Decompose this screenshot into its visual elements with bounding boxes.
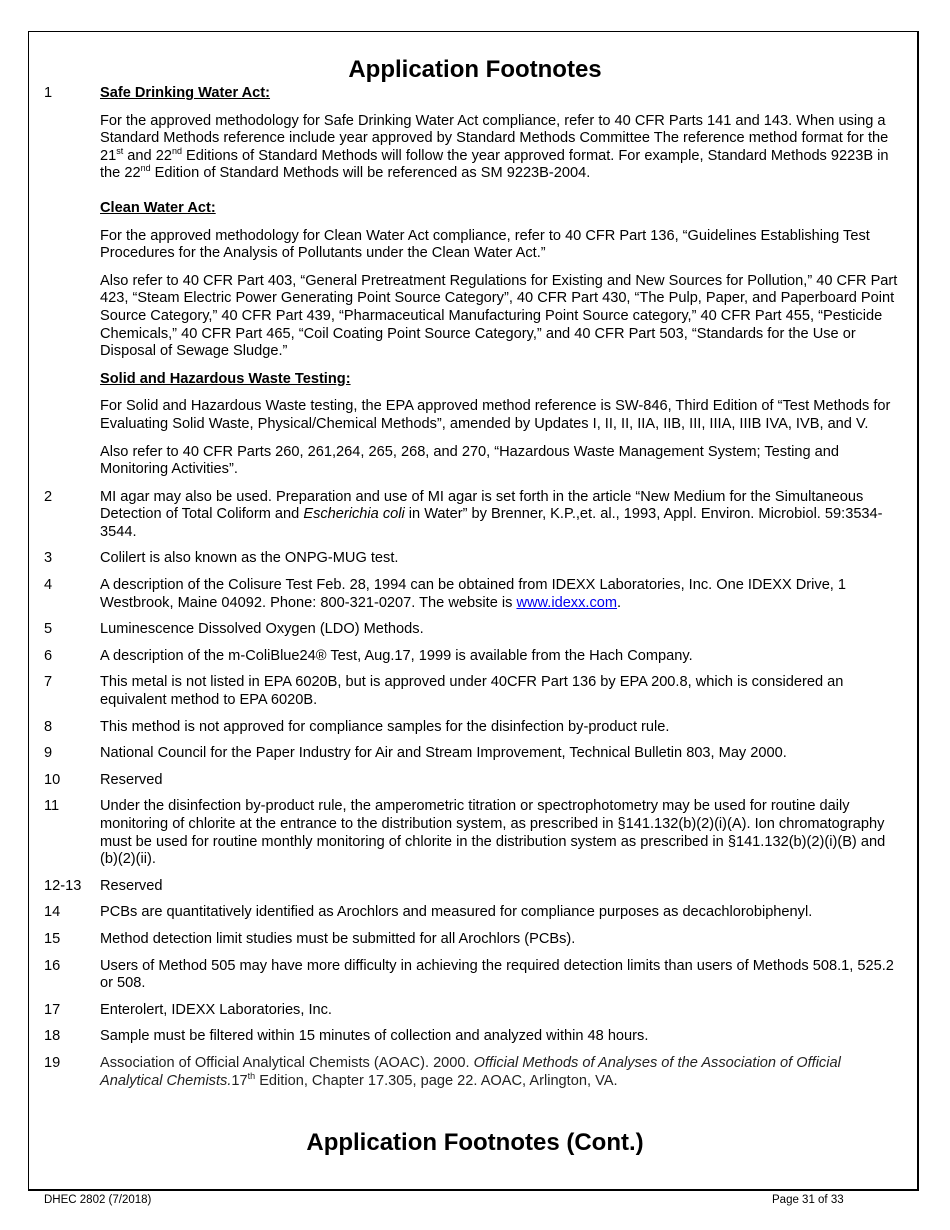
- page-title: Application Footnotes: [348, 56, 602, 83]
- footnote-15: [44, 931, 904, 949]
- footnote-number: 2: [44, 488, 53, 505]
- footnote-text: Method detection limit studies must be submitted for all Arochlors (PCBs).: [100, 930, 576, 947]
- sdwa-heading: Safe Drinking Water Act:: [100, 85, 271, 101]
- footnote-text: Reserved: [100, 771, 163, 788]
- cwa-heading: Clean Water Act:: [100, 199, 216, 216]
- shw-heading: Solid and Hazardous Waste Testing:: [100, 370, 351, 387]
- footnote-number: 5: [44, 621, 53, 638]
- footnote-text: Enterolert, IDEXX Laboratories, Inc.: [100, 1001, 332, 1018]
- page-number: Page 31 of 33: [772, 1194, 844, 1206]
- footnote-number: 18: [44, 1028, 61, 1045]
- footnote-number: 8: [44, 718, 53, 735]
- footnote-10: [44, 772, 904, 790]
- footnote-16: [44, 958, 904, 993]
- footnote-number: 3: [44, 550, 53, 567]
- sdwa-paragraph: For the approved methodology for Safe Drinking Water Act compliance, refer to 40 CFR Parts 141 and 143. When using a Standard Methods reference include year approved by Standard Methods Committee The reference method format for the 21st and 22nd Editions of Standard Methods will follow the year approved format. For example, Standard Methods 9223B in the 22nd Edition of Standard Methods will be referenced as SM 9223B-2004.: [100, 112, 889, 182]
- footnote-text: This method is not approved for compliance samples for the disinfection by-product rule.: [100, 718, 670, 735]
- footnote-2: [44, 489, 904, 542]
- footnote-text: Users of Method 505 may have more difficulty in achieving the required detection limits than users of Methods 508.1, 525.2 or 508.: [100, 957, 894, 992]
- footnote-1: [44, 85, 904, 479]
- footnote-number: 7: [44, 674, 53, 691]
- footnote-text: MI agar may also be used. Preparation and use of MI agar is set forth in the article “New Medium for the Simultaneous Detection of Total Coliform and Escherichia coli in Water” by Brenner, K.P.,et. al., 1993, Appl. Environ. Microbiol. 59:3534-3544.: [100, 488, 883, 540]
- footnote-text: This metal is not listed in EPA 6020B, but is approved under 40CFR Part 136 by EPA 200.8, which is considered an equivalent method to EPA 6020B.: [100, 674, 844, 709]
- footnote-18: [44, 1028, 904, 1046]
- footnote-number: 1: [44, 85, 53, 101]
- shw-paragraph-2: Also refer to 40 CFR Parts 260, 261,264, 265, 268, and 270, “Hazardous Waste Management System; Testing and Monitoring Activities”.: [100, 443, 840, 478]
- footnote-text: Sample must be filtered within 15 minutes of collection and analyzed within 48 hours.: [100, 1028, 649, 1045]
- footnote-5: [44, 621, 904, 639]
- footnote-14: [44, 904, 904, 922]
- footnote-text: Colilert is also known as the ONPG-MUG test.: [100, 550, 399, 567]
- footnote-number: 19: [44, 1054, 61, 1071]
- footnote-number: 15: [44, 930, 61, 947]
- shw-paragraph-1: For Solid and Hazardous Waste testing, the EPA approved method reference is SW-846, Third Edition of “Test Methods for Evaluating Solid Waste, Physical/Chemical Methods”, amended by Updates I, II, II, IIA, IIB, III, IIIA, IIIB IVA, IVB, and V.: [100, 398, 891, 432]
- cwa-paragraph-1: For the approved methodology for Clean Water Act compliance, refer to 40 CFR Part 136, “Guidelines Establishing Test Procedures for the Analysis of Pollutants under the Clean Water Act.”: [100, 227, 870, 262]
- footnote-number: 14: [44, 904, 61, 921]
- footnote-text: A description of the m-ColiBlue24® Test, Aug.17, 1999 is available from the Hach Company.: [100, 647, 693, 664]
- footnote-number: 17: [44, 1001, 61, 1018]
- footnote-text: Association of Official Analytical Chemists (AOAC). 2000. Official Methods of Analyses of the Association of Official Analytical Chemists.17th Edition, Chapter 17.305, page 22. AOAC, Arlington, VA.: [100, 1054, 841, 1089]
- footnote-number: 12-13: [44, 877, 82, 894]
- footnote-number: 9: [44, 745, 53, 762]
- footnote-3: [44, 550, 904, 568]
- footnote-number: 10: [44, 771, 61, 788]
- footnote-4: [44, 577, 904, 612]
- footnote-text: National Council for the Paper Industry for Air and Stream Improvement, Technical Bulletin 803, May 2000.: [100, 745, 787, 762]
- footnote-19: [44, 1055, 904, 1090]
- footnote-9: [44, 745, 904, 763]
- footnote-text: A description of the Colisure Test Feb. 28, 1994 can be obtained from IDEXX Laboratories, Inc. One IDEXX Drive, 1 Westbrook, Maine 04092. Phone: 800-321-0207. The website is www.idexx.com.: [100, 577, 847, 611]
- footnote-7: [44, 674, 904, 709]
- form-number: DHEC 2802 (7/2018): [44, 1194, 152, 1206]
- footnote-number: 16: [44, 957, 61, 974]
- cwa-paragraph-2: Also refer to 40 CFR Part 403, “General Pretreatment Regulations for Existing and New Sources for Pollution,” 40 CFR Part 423, “Steam Electric Power Generating Point Source Category”, 40 CFR Part 430, “The Pulp, Paper, and Paperboard Point Source Category,” 40 CFR Part 439, “Pharmaceutical Manufacturing Point Source category,” 40 CFR Part 455, “Pesticide Chemicals,” 40 CFR Part 465, “Coil Coating Point Source Category,” and 40 CFR Part 503, “Standards for the Use or Disposal of Sewage Sludge.”: [100, 272, 898, 360]
- footnote-text: Under the disinfection by-product rule, the amperometric titration or spectrophotometry may be used for routine daily monitoring of chlorite at the entrance to the distribution system, as prescribed in §141.132(b)(2)(i)(A). Ion chromatography must be used for routine monthly monitoring of chlorite in the distribution system as prescribed in §141.132(b)(2)(i)(B) and (b)(2)(ii).: [100, 798, 886, 868]
- footnote-6: [44, 648, 904, 666]
- footnote-text: Reserved: [100, 877, 163, 894]
- footnote-number: 4: [44, 577, 53, 594]
- footnote-text: PCBs are quantitatively identified as Arochlors and measured for compliance purposes as decachlorobiphenyl.: [100, 904, 813, 921]
- footnote-number: 6: [44, 647, 53, 664]
- footnote-number: 11: [44, 798, 60, 815]
- footnote-17: [44, 1002, 904, 1020]
- footnote-8: [44, 719, 904, 737]
- footnote-11: [44, 798, 904, 868]
- idexx-website-link[interactable]: www.idexx.com: [516, 594, 618, 611]
- footnote-text: Luminescence Dissolved Oxygen (LDO) Methods.: [100, 621, 424, 638]
- footnote-list: [44, 85, 904, 1090]
- footnote-12-13: [44, 878, 904, 896]
- continuation-title: Application Footnotes (Cont.): [306, 1129, 644, 1156]
